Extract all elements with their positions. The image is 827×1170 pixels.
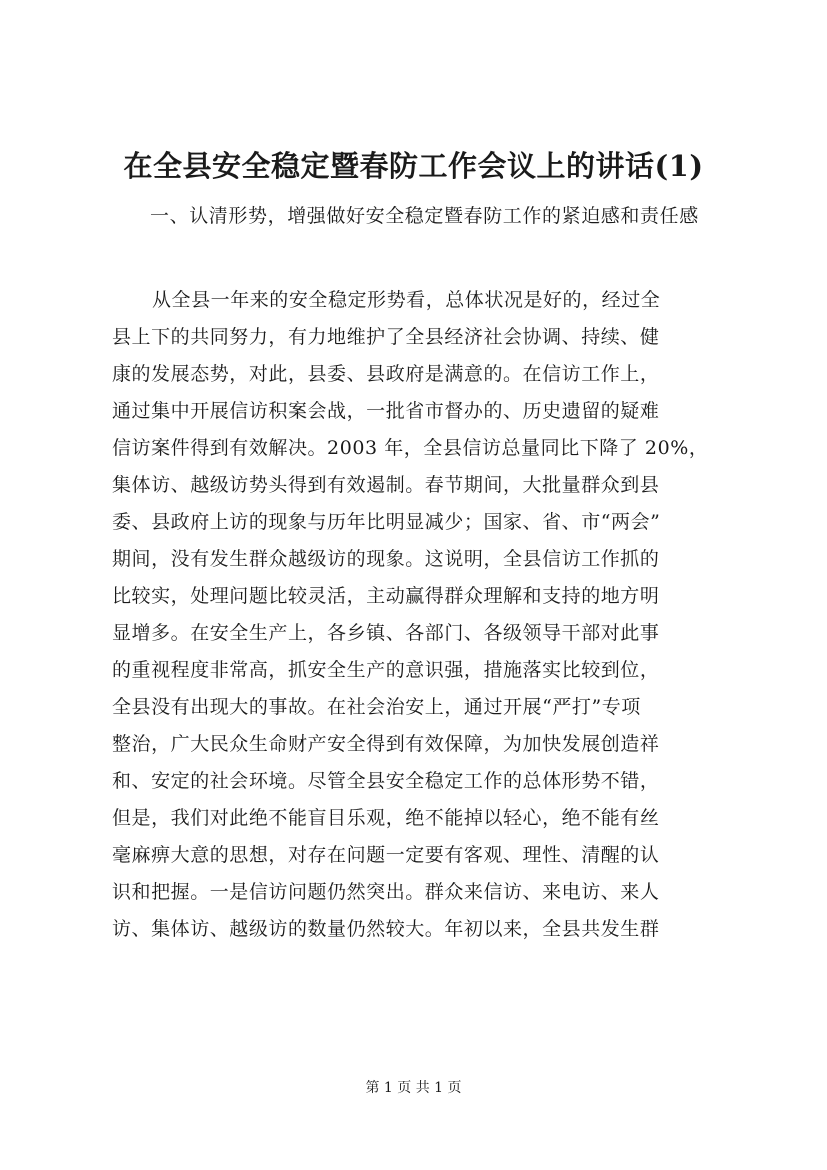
paragraph-line: 访、集体访、越级访的数量仍然较大。年初以来，全县共发生群 (112, 918, 660, 940)
paragraph-line: 毫麻痹大意的思想，对存在问题一定要有客观、理性、清醒的认 (112, 844, 660, 866)
paragraph-line: 全县没有出现大的事故。在社会治安上，通过开展“严打”专项 (112, 696, 641, 718)
paragraph-line: 但是，我们对此绝不能盲目乐观，绝不能掉以轻心，绝不能有丝 (112, 807, 660, 829)
paragraph-line: 识和把握。一是信访问题仍然突出。群众来信访、来电访、来人 (112, 881, 660, 903)
page-footer (0, 1078, 827, 1098)
paragraph-line: 从全县一年来的安全稳定形势看，总体状况是好的，经过全 (152, 289, 661, 311)
paragraph-line: 集体访、越级访势头得到有效遏制。春节期间，大批量群众到县 (112, 474, 660, 496)
paragraph-line: 康的发展态势，对此，县委、县政府是满意的。在信访工作上， (112, 363, 660, 385)
page-number-label: 第 1 页 共 1 页 (365, 1080, 462, 1096)
paragraph-line: 县上下的共同努力，有力地维护了全县经济社会协调、持续、健 (112, 326, 660, 348)
paragraph-line: 整治，广大民众生命财产安全得到有效保障，为加快发展创造祥 (112, 733, 660, 755)
paragraph-line: 和、安定的社会环境。尽管全县安全稳定工作的总体形势不错， (112, 770, 660, 792)
paragraph-line: 比较实，处理问题比较灵活，主动赢得群众理解和支持的地方明 (112, 585, 660, 607)
paragraph-line: 通过集中开展信访积案会战，一批省市督办的、历史遗留的疑难 (112, 400, 660, 422)
document-title: 在全县安全稳定暨春防工作会议上的讲话(1) (123, 149, 704, 183)
paragraph-line: 的重视程度非常高，抓安全生产的意识强，措施落实比较到位， (112, 659, 660, 681)
paragraph-line: 期间，没有发生群众越级访的现象。这说明，全县信访工作抓的 (112, 548, 660, 570)
paragraph-line: 委、县政府上访的现象与历年比明显减少；国家、省、市“两会” (112, 511, 661, 533)
section-heading: 一、认清形势，增强做好安全稳定暨春防工作的紧迫感和责任感 (150, 205, 699, 227)
paragraph-line: 显增多。在安全生产上，各乡镇、各部门、各级领导干部对此事 (112, 622, 660, 644)
paragraph-line: 信访案件得到有效解决。2003 年，全县信访总量同比下降了 20%， (112, 437, 709, 459)
body-paragraph (112, 282, 722, 948)
